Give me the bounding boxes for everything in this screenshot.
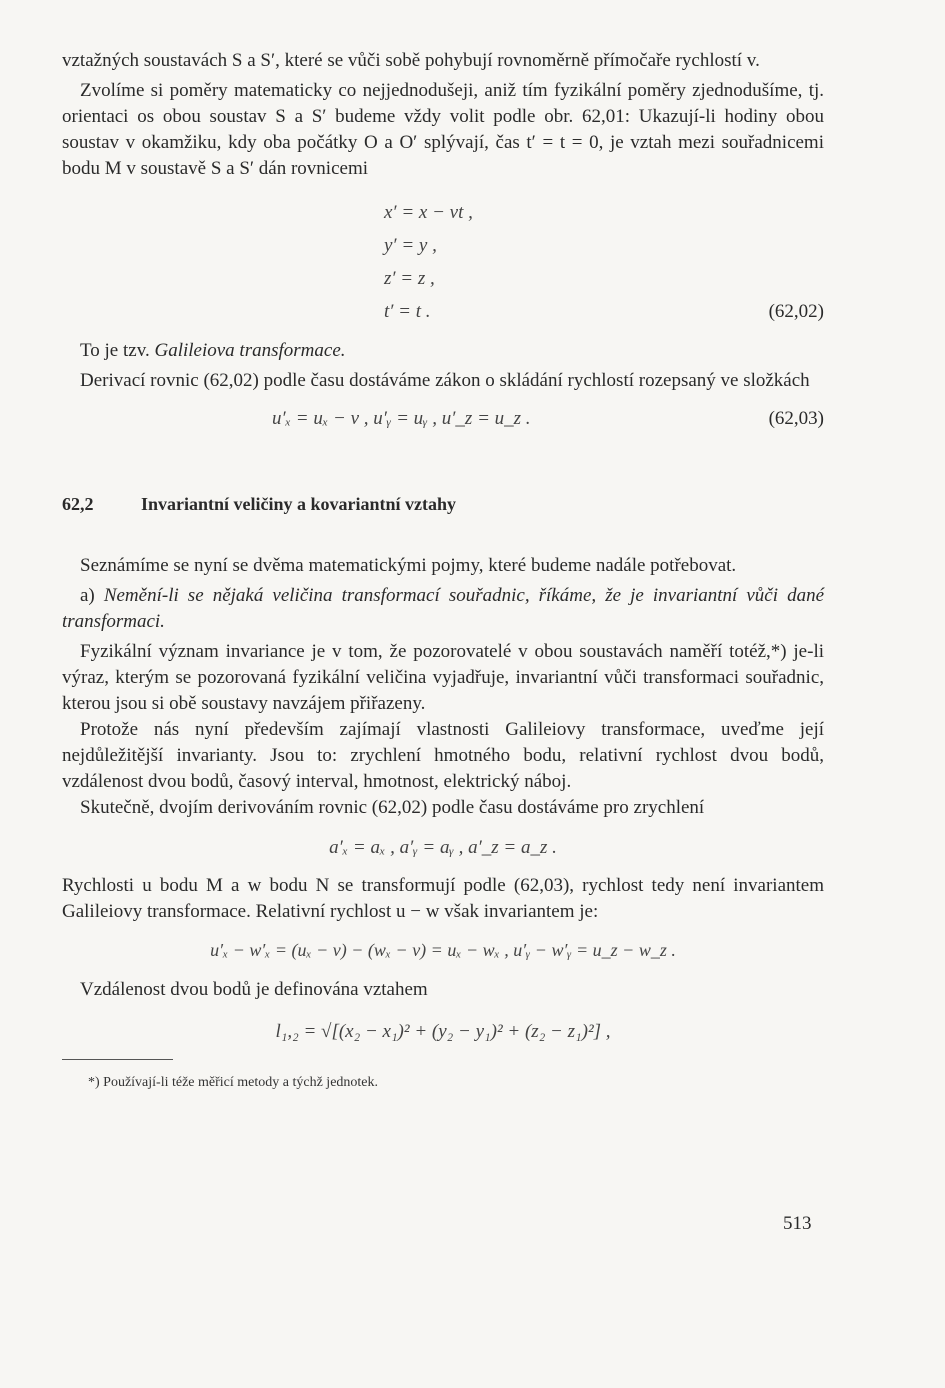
paragraph-4: Derivací rovnic (62,02) podle času dostáváme zákon o skládání rychlostí rozepsaný ve složkách (80, 370, 810, 391)
equation-distance: l₁,₂ = √[(x₂ − x₁)² + (y₂ − y₁)² + (z₂ − z₁)²] , (275, 1021, 611, 1042)
section-heading (62, 491, 824, 517)
page-number: 513 (783, 1213, 812, 1234)
equation-x: x′ = x − vt , (384, 202, 473, 223)
equation-line (62, 262, 824, 295)
equation-y: y′ = y , (384, 235, 437, 256)
page-body (62, 48, 824, 1096)
equation-number: (62,03) (768, 408, 824, 429)
equation-62-03 (62, 402, 824, 435)
equation-line (62, 229, 824, 262)
equation-z: z′ = z , (384, 268, 435, 289)
paragraph-2: Zvolíme si poměry matematicky co nejjednodušeji, aniž tím fyzikální poměry zjednodušíme, tj. orientaci os obou soustav S a S′ budeme vždy volit podle obr. 62,01: Ukazují-li hodiny obou soustav v okamžiku, kdy oba počátky O a O′ splývají, čas t′ = t = 0, je vztah mezi souřadnicemi bodu M v soustavě S a S′ dán rovnicemi (62, 80, 824, 179)
equation-number: (62,02) (768, 301, 824, 322)
item-label: a) (80, 585, 95, 606)
paragraph-3 (62, 338, 824, 364)
definition-text: Nemění-li se nějaká veličina transformací souřadnic, říkáme, že je invariantní vůči dané transformaci. (62, 585, 824, 632)
paragraph-8: Protože nás nyní především zajímají vlastnosti Galileiovy transformace, uveďme její nejdůležitější invarianty. Jsou to: zrychlení hmotného bodu, relativní rychlost dvou bodů, vzdálenost dvou bodů, časový interval, hmotnost, elektrický náboj. (62, 719, 824, 792)
paragraph-10: Rychlosti u bodu M a w bodu N se transformují podle (62,03), rychlost tedy není invariantem Galileiovy transformace. Relativní rychlost u − w však invariantem je: (62, 875, 824, 922)
paragraph-11: Vzdálenost dvou bodů je definována vztahem (80, 979, 428, 1000)
paragraph-6 (62, 583, 824, 635)
equation-acceleration: a′ₓ = aₓ , a′ᵧ = aᵧ , a′_z = a_z . (329, 837, 557, 858)
equation-t: t′ = t . (384, 301, 431, 322)
paragraph-3-text: To je tzv. (80, 340, 150, 361)
section-number: 62,2 (62, 494, 94, 514)
equation-velocity: u′ₓ = uₓ − v , u′ᵧ = uᵧ , u′_z = u_z . (272, 408, 531, 429)
equation-block-62-02 (62, 196, 824, 328)
paragraph-9: Skutečně, dvojím derivováním rovnic (62,02) podle času dostáváme pro zrychlení (80, 797, 705, 818)
paragraph-7: Fyzikální význam invariance je v tom, že pozorovatelé v obou soustavách naměří totéž,*) je-li výraz, kterým se pozorovaná fyzikální veličina vyjadřuje, invariantní vůči transformaci souřadnic, kterou jsou si obě soustavy navzájem přiřazeny. (62, 641, 824, 714)
equation-line (62, 196, 824, 229)
paragraph-5: Seznámíme se nyní se dvěma matematickými pojmy, které budeme nadále potřebovat. (80, 555, 737, 576)
equation-relative-velocity: u′ₓ − w′ₓ = (uₓ − v) − (wₓ − v) = uₓ − wₓ , u′ᵧ − w′ᵧ = u_z − w_z . (210, 940, 676, 960)
footnote-divider (62, 1059, 173, 1060)
paragraph-1: vztažných soustavách S a S′, které se vůči sobě pohybují rovnoměrně přímočaře rychlostí v. (62, 50, 760, 71)
paragraph-3-term: Galileiova transformace. (154, 340, 346, 361)
equation-line (62, 295, 824, 328)
section-title: Invariantní veličiny a kovariantní vztahy (141, 494, 457, 514)
footnote: *) Používají-li téže měřicí metody a týchž jednotek. (88, 1075, 379, 1090)
